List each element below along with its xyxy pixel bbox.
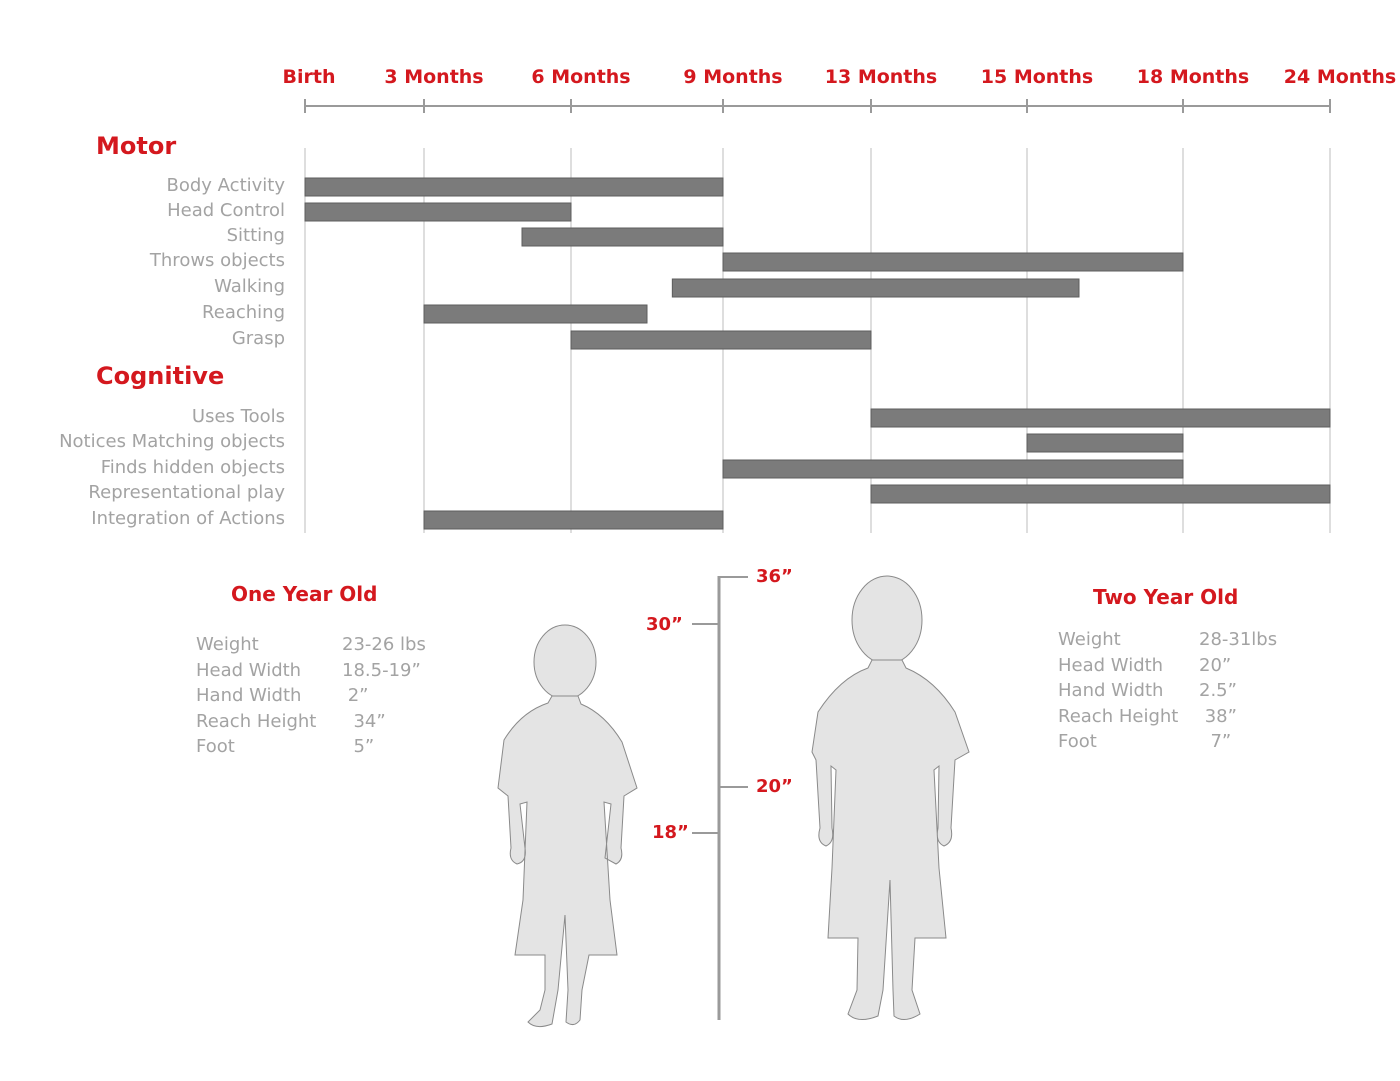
spec-value: 38” [1199,706,1237,727]
tick-label: 13 Months [824,66,938,88]
tick-label: 3 Months [384,66,484,88]
spec-name: Hand Width [1058,680,1164,701]
spec-name: Reach Height [196,711,317,732]
section-title-cognitive: Cognitive [96,362,225,390]
ruler-label-36: 36” [756,566,793,587]
task-label: Finds hidden objects [100,457,285,478]
task-label: Grasp [231,328,285,349]
two-year-head [852,576,922,664]
task-label: Uses Tools [191,406,285,427]
spec-value: 23-26 lbs [342,634,426,655]
one-year-head [534,625,596,699]
spec-name: Weight [196,634,259,655]
task-label: Head Control [167,200,285,221]
tick-label: 18 Months [1136,66,1250,88]
ruler-label-20: 20” [756,776,793,797]
task-label: Body Activity [166,175,285,196]
spec-name: Foot [196,736,235,757]
spec-name: Head Width [196,660,302,681]
tick-label: 15 Months [980,66,1094,88]
task-label: Integration of Actions [91,508,285,529]
spec-value: 7” [1199,731,1232,752]
tick-label: 24 Months [1283,66,1397,88]
one-year-body [498,696,637,1027]
height-ruler [692,576,748,1020]
spec-name: Head Width [1058,655,1164,676]
spec-name: Hand Width [196,685,302,706]
spec-value: 20” [1199,655,1232,676]
task-label: Representational play [88,482,285,503]
ruler-label-18: 18” [652,822,689,843]
profile-title-one-year: One Year Old [231,582,378,606]
spec-name: Weight [1058,629,1121,650]
spec-value: 2” [342,685,369,706]
spec-name: Reach Height [1058,706,1179,727]
tick-label: 6 Months [531,66,631,88]
two-year-body [812,660,969,1020]
section-title-motor: Motor [96,132,177,160]
child-silhouette-one-year [498,625,637,1027]
spec-value: 28-31lbs [1199,629,1278,650]
ruler-label-30: 30” [646,614,683,635]
spec-value: 5” [342,736,375,757]
spec-name: Foot [1058,731,1097,752]
tick-label: 9 Months [683,66,783,88]
profile-title-two-year: Two Year Old [1093,585,1239,609]
task-label: Throws objects [149,250,285,271]
spec-value: 2.5” [1199,680,1237,701]
task-label: Sitting [226,225,285,246]
tick-label: Birth [282,66,336,88]
spec-value: 18.5-19” [342,660,421,681]
task-label: Walking [214,276,285,297]
spec-value: 34” [342,711,386,732]
task-label: Notices Matching objects [59,431,285,452]
child-silhouette-two-year [812,576,969,1020]
task-label: Reaching [202,302,285,323]
